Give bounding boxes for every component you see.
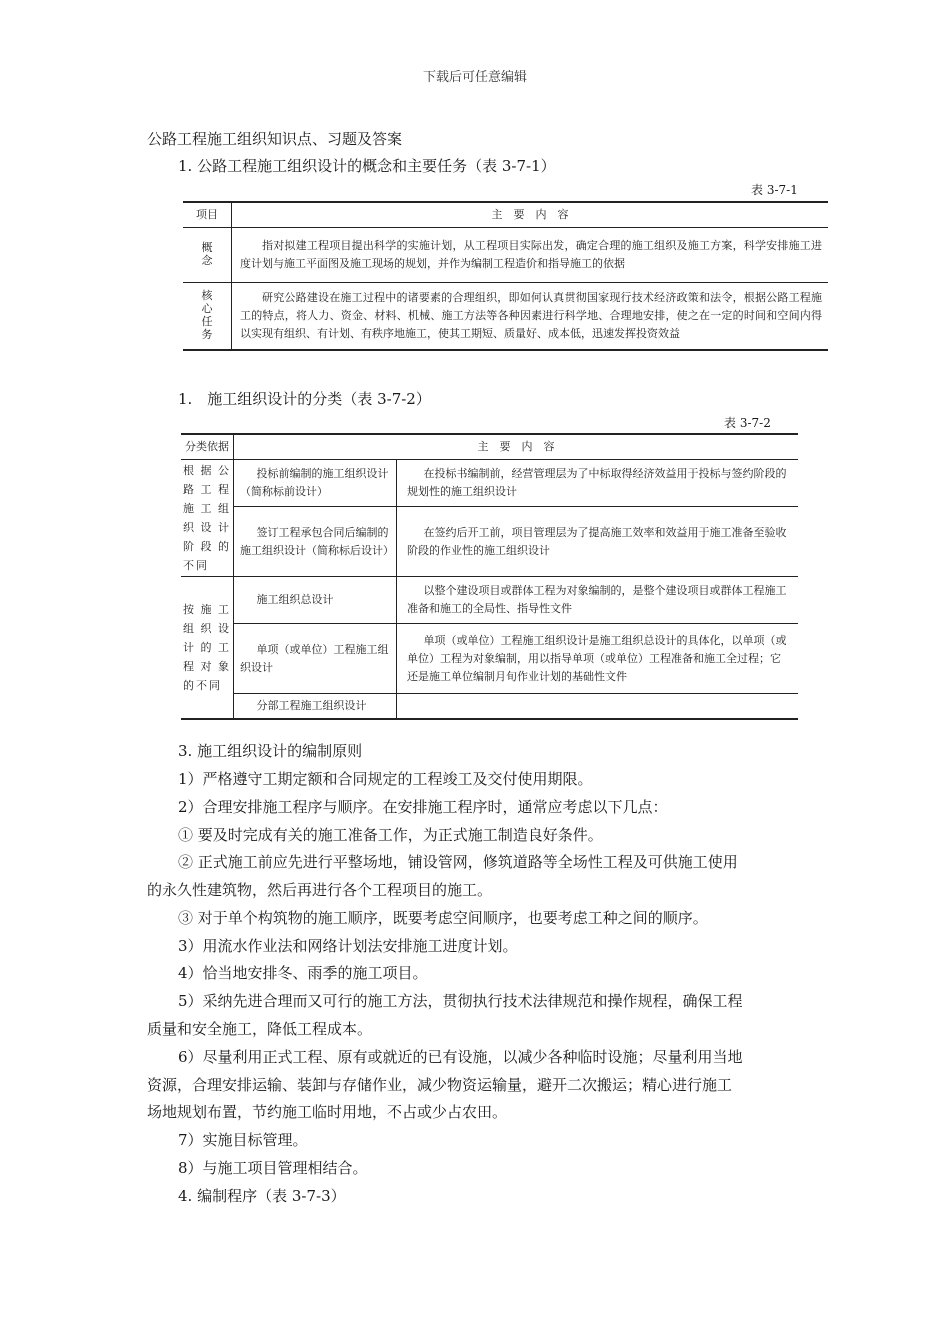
principle-line: 资源，合理安排运输、装卸与存储作业，减少物资运输量，避开二次搬运；精心进行施工	[147, 1076, 733, 1094]
table2-tag: 表 3-7-2	[724, 416, 771, 430]
page-header: 下载后可任意编辑	[422, 70, 527, 85]
principle-line: 6）尽量利用正式工程、原有或就近的已有设施，以减少各种临时设施；尽量利用当地	[178, 1048, 743, 1066]
table-row	[181, 507, 798, 577]
principle-line: 2）合理安排施工程序与顺序。在安排施工程序时，通常应考虑以下几点：	[178, 798, 668, 816]
table-row	[181, 460, 798, 507]
principle-line: 的永久性建筑物，然后再进行各个工程项目的施工。	[147, 881, 493, 899]
table1-tag: 表 3-7-1	[751, 183, 798, 197]
table-row	[181, 624, 798, 694]
principle-line: 质量和安全施工，降低工程成本。	[147, 1020, 373, 1038]
section3-heading: 3. 施工组织设计的编制原则	[178, 742, 363, 760]
principle-line: 8）与施工项目管理相结合。	[178, 1159, 368, 1177]
row-type: 签订工程承包合同后编制的施工组织设计（简称标后设计）	[234, 507, 397, 577]
document-title: 公路工程施工组织知识点、习题及答案	[147, 130, 403, 148]
row-content: 研究公路建设在施工过程中的诸要素的合理组织，即如何认真贯彻国家现行技术经济政策和法令，根据公路工程施工的特点，将人力、资金、材料、机械、施工方法等各种因素进行科学地、合理地安排，使之在一定的时间和空间内得以实现有组织、有计划、有秩序地施工，使其工期短、质量好、成本低，迅速发挥投资效益	[240, 291, 822, 340]
section2-heading: 1. 施工组织设计的分类（表 3-7-2）	[178, 390, 431, 408]
principle-line: ③ 对于单个构筑物的施工顺序，既要考虑空间顺序，也要考虑工种之间的顺序。	[178, 909, 708, 927]
table-3-7-2	[181, 433, 798, 720]
table1-header-item: 项目	[183, 202, 232, 228]
row-content: 单项（或单位）工程施工组织设计是施工组织总设计的具体化，以单项（或单位）工程为对象编制，用以指导单项（或单位）工程准备和施工全过程；它还是施工单位编制月旬作业计划的基础性文件	[397, 624, 799, 694]
section4-heading: 4. 编制程序（表 3-7-3）	[178, 1187, 346, 1205]
table-row	[181, 694, 798, 719]
row-type: 施工组织总设计	[234, 577, 397, 624]
principle-line: 1）严格遵守工期定额和合同规定的工程竣工及交付使用期限。	[178, 770, 593, 788]
table2-header-basis: 分类依据	[181, 434, 234, 460]
row-content: 以整个建设项目或群体工程为对象编制的，是整个建设项目或群体工程施工准备和施工的全局性、指导性文件	[397, 577, 799, 624]
row-content: 指对拟建工程项目提出科学的实施计划，从工程项目实际出发，确定合理的施工组织及施工方案，科学安排施工进度计划与施工平面图及施工现场的规划，并作为编制工程造价和指导施工的依据	[232, 228, 829, 283]
table-row	[181, 577, 798, 624]
group-basis: 根据公路工程施工组织设计阶段的不同	[181, 460, 234, 577]
row-type: 投标前编制的施工组织设计（简称标前设计）	[234, 460, 397, 507]
principle-line: 5）采纳先进合理而又可行的施工方法，贯彻执行技术法律规范和操作规程，确保工程	[178, 992, 743, 1010]
row-item-label: 核心任务	[201, 288, 213, 341]
table1-header-content: 主 要 内 容	[232, 202, 829, 228]
table2-header-content: 主 要 内 容	[234, 434, 799, 460]
principle-line: 4）恰当地安排冬、雨季的施工项目。	[178, 964, 428, 982]
table-row	[183, 228, 828, 283]
row-item-label: 概念	[201, 240, 213, 267]
principle-line: ② 正式施工前应先进行平整场地，铺设管网，修筑道路等全场性工程及可供施工使用	[178, 853, 738, 871]
principle-line: 场地规划布置，节约施工临时用地，不占或少占农田。	[147, 1103, 508, 1121]
section1-heading: 1. 公路工程施工组织设计的概念和主要任务（表 3-7-1）	[178, 157, 556, 175]
principle-line: ① 要及时完成有关的施工准备工作，为正式施工制造良好条件。	[178, 826, 603, 844]
row-type: 分部工程施工组织设计	[234, 694, 397, 719]
row-content: 在投标书编制前，经营管理层为了中标取得经济效益用于投标与签约阶段的规划性的施工组织设计	[397, 460, 799, 507]
row-content: 在签约后开工前，项目管理层为了提高施工效率和效益用于施工准备至验收阶段的作业性的施工组织设计	[397, 507, 799, 577]
row-content	[397, 694, 799, 719]
principle-line: 3）用流水作业法和网络计划法安排施工进度计划。	[178, 937, 518, 955]
table-3-7-1	[183, 201, 828, 351]
table-row	[183, 283, 828, 351]
row-type: 单项（或单位）工程施工组织设计	[234, 624, 397, 694]
group-basis: 按施工组织设计的工程对象的不同	[181, 577, 234, 719]
principle-line: 7）实施目标管理。	[178, 1131, 308, 1149]
